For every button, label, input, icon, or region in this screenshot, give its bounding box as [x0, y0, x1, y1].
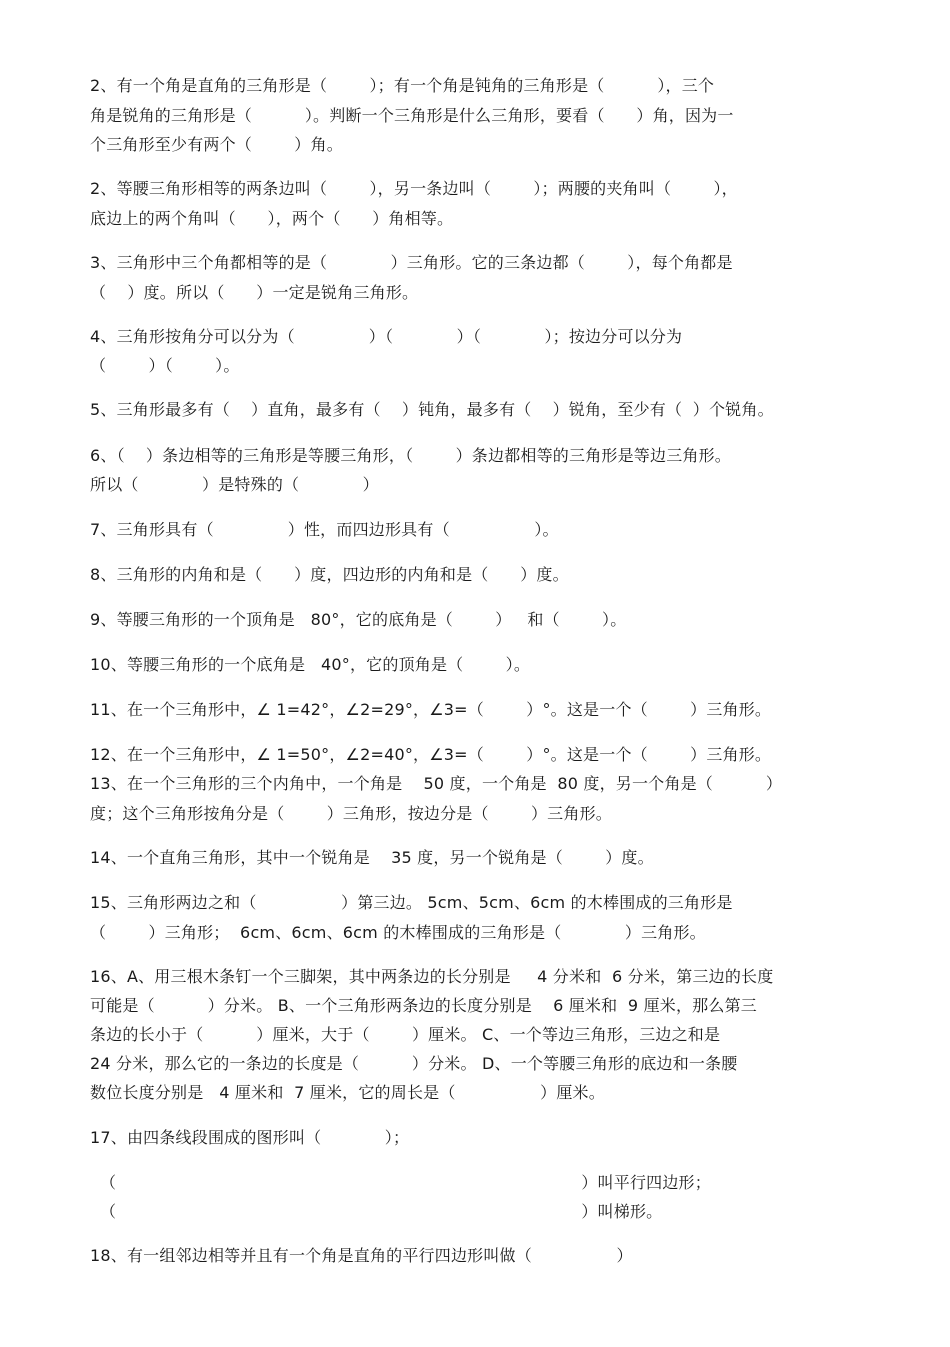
question-12-line-1: 12、在一个三角形中，∠ 1=50°，∠2=40°，∠3=（ ）°。这是一个（ ）三角形。: [90, 745, 772, 764]
question-6-line-2: 所以（ ）是特殊的（ ）: [90, 475, 379, 494]
question-2b-line-1: 2、等腰三角形相等的两条边叫（ ），另一条边叫（ ）；两腰的夹角叫（ ），: [90, 179, 738, 198]
question-4-line-2: （ ）（ ）。: [90, 356, 240, 375]
question-5-line-1: 5、三角形最多有（ ）直角，最多有（ ）钝角，最多有（ ）锐角，至少有（ ）个锐角。: [90, 400, 774, 419]
question-9-line-1: 9、等腰三角形的一个顶角是 80°，它的底角是（ ） 和（ ）。: [90, 610, 627, 629]
question-16-line-3: 条边的长小于（ ）厘米，大于（ ）厘米。 C、一个等边三角形，三边之和是: [90, 1025, 721, 1044]
question-17-line-2: （ ）叫平行四边形；: [100, 1173, 711, 1192]
question-2b-line-2: 底边上的两个角叫（ ），两个（ ）角相等。: [90, 209, 454, 228]
question-16-line-1: 16、A、用三根木条钉一个三脚架，其中两条边的长分别是 4 分米和 6 分米，第三边的长度: [90, 967, 774, 986]
question-18-line-1: 18、有一组邻边相等并且有一个角是直角的平行四边形叫做（ ）: [90, 1246, 633, 1265]
question-16-line-4: 24 分米，那么它的一条边的长度是（ ）分米。 D、一个等腰三角形的底边和一条腰: [90, 1054, 738, 1073]
question-3-line-1: 3、三角形中三个角都相等的是（ ）三角形。它的三条边都（ ），每个角都是: [90, 253, 733, 272]
question-8-line-1: 8、三角形的内角和是（ ）度，四边形的内角和是（ ）度。: [90, 565, 569, 584]
question-3-line-2: （ ）度。所以（ ）一定是锐角三角形。: [90, 283, 419, 302]
question-2a-line-3: 个三角形至少有两个（ ）角。: [90, 135, 343, 154]
question-4-line-1: 4、三角形按角分可以分为（ ）（ ）（ ）；按边分可以分为: [90, 327, 683, 346]
question-17-line-3: （ ）叫梯形。: [100, 1202, 663, 1221]
question-11-line-1: 11、在一个三角形中，∠ 1=42°，∠2=29°，∠3=（ ）°。这是一个（ ）三角形。: [90, 700, 772, 719]
question-15-line-2: （ ）三角形； 6cm、6cm、6cm 的木棒围成的三角形是（ ）三角形。: [90, 923, 706, 942]
question-16-line-2: 可能是（ ）分米。 B、一个三角形两条边的长度分别是 6 厘米和 9 厘米，那么第三: [90, 996, 757, 1015]
question-16-line-5: 数位长度分别是 4 厘米和 7 厘米，它的周长是（ ）厘米。: [90, 1083, 605, 1102]
question-2a-line-2: 角是锐角的三角形是（ ）。判断一个三角形是什么三角形，要看（ ）角，因为一: [90, 106, 734, 125]
question-17-line-1: 17、由四条线段围成的图形叫（ ）；: [90, 1128, 410, 1147]
question-10-line-1: 10、等腰三角形的一个底角是 40°，它的顶角是（ ）。: [90, 655, 531, 674]
question-15-line-1: 15、三角形两边之和（ ）第三边。 5cm、5cm、6cm 的木棒围成的三角形是: [90, 893, 733, 912]
question-13-line-2: 度；这个三角形按角分是（ ）三角形，按边分是（ ）三角形。: [90, 804, 612, 823]
question-13-line-1: 13、在一个三角形的三个内角中，一个角是 50 度，一个角是 80 度，另一个角是（ ）: [90, 774, 783, 793]
question-14-line-1: 14、一个直角三角形，其中一个锐角是 35 度，另一个锐角是（ ）度。: [90, 848, 654, 867]
question-6-line-1: 6、（ ）条边相等的三角形是等腰三角形，（ ）条边都相等的三角形是等边三角形。: [90, 446, 732, 465]
question-2a-line-1: 2、有一个角是直角的三角形是（ ）；有一个角是钝角的三角形是（ ），三个: [90, 76, 715, 95]
question-7-line-1: 7、三角形具有（ ）性，而四边形具有（ ）。: [90, 520, 559, 539]
